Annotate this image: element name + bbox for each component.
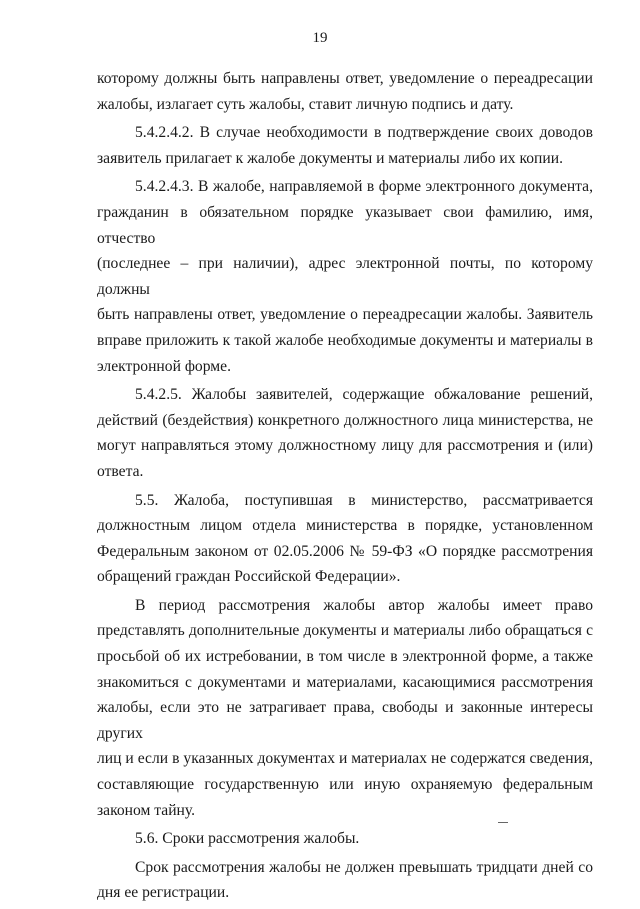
- text-line: представлять дополнительные документы и материалы либо обращаться с: [97, 622, 593, 640]
- text-line: быть направлены ответ, уведомление о переадресации жалобы. Заявитель: [97, 306, 593, 324]
- paragraph-5-6: [97, 826, 593, 852]
- text-line: заявитель прилагает к жалобе документы и материалы либо их копии.: [97, 149, 563, 167]
- text-line: лиц и если в указанных документах и материалах не содержатся сведения,: [97, 750, 593, 768]
- text-line: составляющие государственную или иную охраняемую федеральным: [97, 776, 593, 794]
- text-line: знакомиться с документами и материалами, касающимися рассмотрения: [97, 673, 593, 691]
- text-line: дня ее регистрации.: [97, 884, 230, 902]
- text-line: В период рассмотрения жалобы автор жалобы имеет право: [135, 596, 593, 614]
- text-line: могут направляться этому должностному лицу для рассмотрения и (или): [97, 437, 593, 455]
- text-line: электронной форме.: [97, 357, 231, 375]
- text-line: гражданин в обязательном порядке указывает свои фамилию, имя, отчество: [97, 203, 593, 247]
- text-line: 5.6. Сроки рассмотрения жалобы.: [135, 830, 360, 848]
- text-line: просьбой об их истребовании, в том числе в электронной форме, а также: [97, 648, 593, 666]
- paragraph-5-4-2-4-3: [97, 174, 593, 379]
- text-line: (последнее – при наличии), адрес электронной почты, по которому должны: [97, 255, 593, 298]
- text-line: жалобы, если это не затрагивает права, свободы и законные интересы других: [97, 699, 593, 742]
- scan-artifact: [498, 822, 508, 823]
- document-body: [97, 66, 593, 909]
- paragraph-deadline: [97, 855, 593, 906]
- text-line: Срок рассмотрения жалобы не должен превышать тридцати дней со: [135, 858, 593, 876]
- paragraph-5-4-2-5: [97, 382, 593, 484]
- text-line: жалобы, излагает суть жалобы, ставит личную подпись и дату.: [97, 95, 514, 113]
- paragraph-review-period: [97, 593, 593, 823]
- text-line: 5.4.2.5. Жалобы заявителей, содержащие обжалование решений,: [135, 386, 593, 404]
- text-line: обращений граждан Российской Федерации».: [97, 568, 401, 586]
- text-line: законом тайну.: [97, 801, 196, 819]
- text-line: вправе приложить к такой жалобе необходимые документы и материалы в: [97, 331, 593, 349]
- text-line: которому должны быть направлены ответ, уведомление о переадресации: [97, 70, 593, 87]
- text-line: 5.5. Жалоба, поступившая в министерство, рассматривается: [135, 491, 593, 509]
- text-line: ответа.: [97, 462, 144, 480]
- paragraph-5-4-2-4-2: [97, 120, 593, 171]
- text-line: 5.4.2.4.2. В случае необходимости в подтверждение своих доводов: [135, 124, 593, 142]
- text-line: Федеральным законом от 02.05.2006 № 59-ФЗ «О порядке рассмотрения: [97, 542, 593, 560]
- paragraph-5-5: [97, 488, 593, 590]
- text-line: действий (бездействия) конкретного должностного лица министерства, не: [97, 411, 593, 429]
- text-line: 5.4.2.4.3. В жалобе, направляемой в форме электронного документа,: [135, 178, 593, 196]
- paragraph-continuation: [97, 66, 593, 117]
- text-line: должностным лицом отдела министерства в порядке, установленном: [97, 517, 593, 535]
- page-number: 19: [312, 30, 328, 46]
